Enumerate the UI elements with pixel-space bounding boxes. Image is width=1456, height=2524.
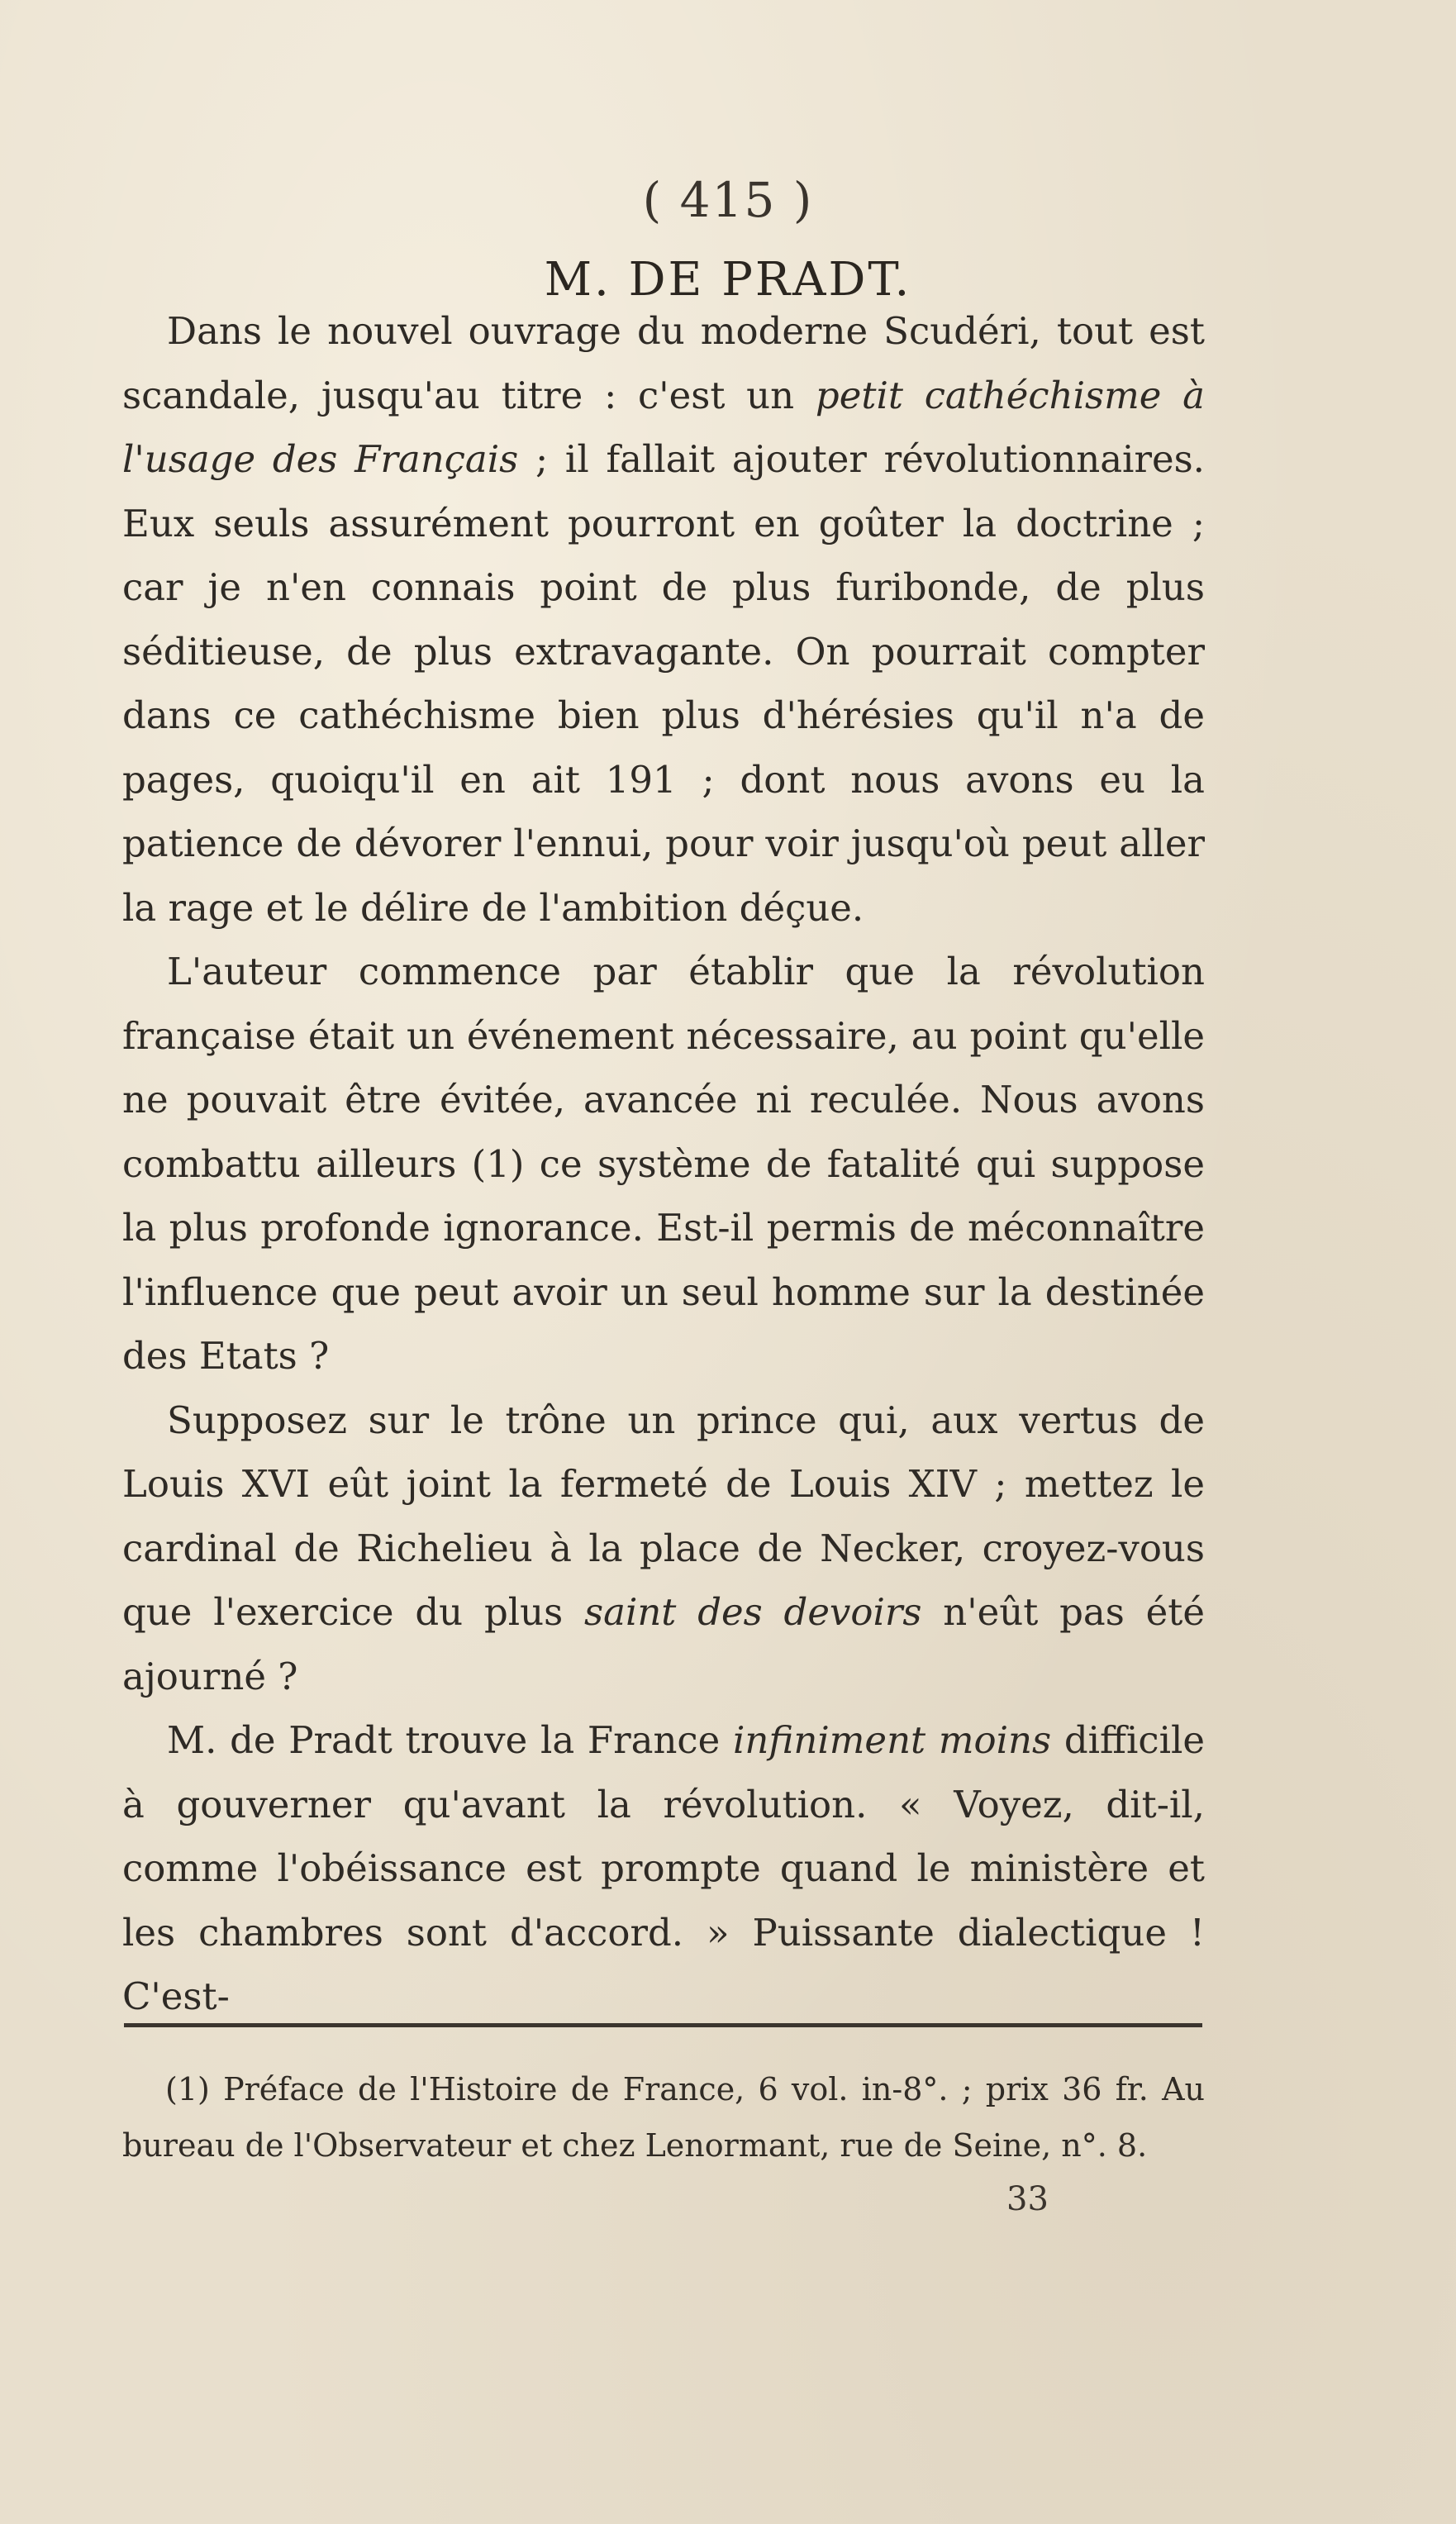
footnote: [122, 2061, 1205, 2174]
signature-mark: 33: [1006, 2180, 1049, 2218]
paragraph-4-italic: infiniment moins: [733, 1718, 1052, 1762]
paragraph-3-text-a: Supposez sur le trône un prince qui, aux vertus de Louis XVI eût joint la fermeté de Louis XIV ; mettez le cardinal de Richelieu à la place de Necker, croyez-vous que l'exercice du plus: [122, 1398, 1205, 1634]
paragraph-4-text-a: M. de Pradt trouve la France: [167, 1718, 733, 1762]
body-text: [122, 299, 1205, 2029]
paragraph-1-text-a: Dans le nouvel ouvrage du moderne Scudéri, tout est scandale, jusqu'au titre : c'est un: [122, 309, 1205, 417]
paragraph-3-text-b: n'eût pas été ajourné ?: [122, 1590, 1205, 1698]
paragraph-1: [122, 299, 1205, 940]
paragraph-3: [122, 1388, 1205, 1709]
paragraph-2: L'auteur commence par établir que la révolution française était un événement nécessaire, au point qu'elle ne pouvait être évitée, avancée ni reculée. Nous avons combattu ailleurs (1) ce système de fatalité qui suppose la plus profonde ignorance. Est-il permis de méconnaître l'influence que peut avoir un seul homme sur la destinée des Etats ?: [122, 950, 1205, 1378]
paragraph-4: [122, 1708, 1205, 2029]
page-number: ( 415 ): [642, 172, 814, 228]
paragraph-1-text-b: ; il fallait ajouter révolutionnaires. Eux seuls assurément pourront en goûter la doctrine ; car je n'en connais point de plus furibonde, de plus séditieuse, de plus extravagante. On pourrait compter dans ce cathéchisme bien plus d'hérésies qu'il n'a de pages, quoiqu'il en ait 191 ; dont nous avons eu la patience de dévorer l'ennui, pour voir jusqu'où peut aller la rage et le délire de l'ambition déçue.: [122, 437, 1205, 930]
paragraph-3-italic: saint des devoirs: [584, 1590, 922, 1634]
footnote-text: (1) Préface de l'Histoire de France, 6 vol. in-8°. ; prix 36 fr. Au bureau de l'Observateur et chez Lenormant, rue de Seine, n°. 8.: [122, 2071, 1205, 2164]
paragraph-4-text-b: difficile à gouverner qu'avant la révolution. « Voyez, dit-il, comme l'obéissance est prompte quand le ministère et les chambres sont d'accord. » Puissante dialectique ! C'est-: [122, 1718, 1205, 2018]
paragraph-1-italic: petit cathéchisme à l'usage des Français: [122, 373, 1205, 481]
footnote-rule: [124, 2023, 1202, 2027]
section-heading: M. DE PRADT.: [544, 253, 912, 307]
